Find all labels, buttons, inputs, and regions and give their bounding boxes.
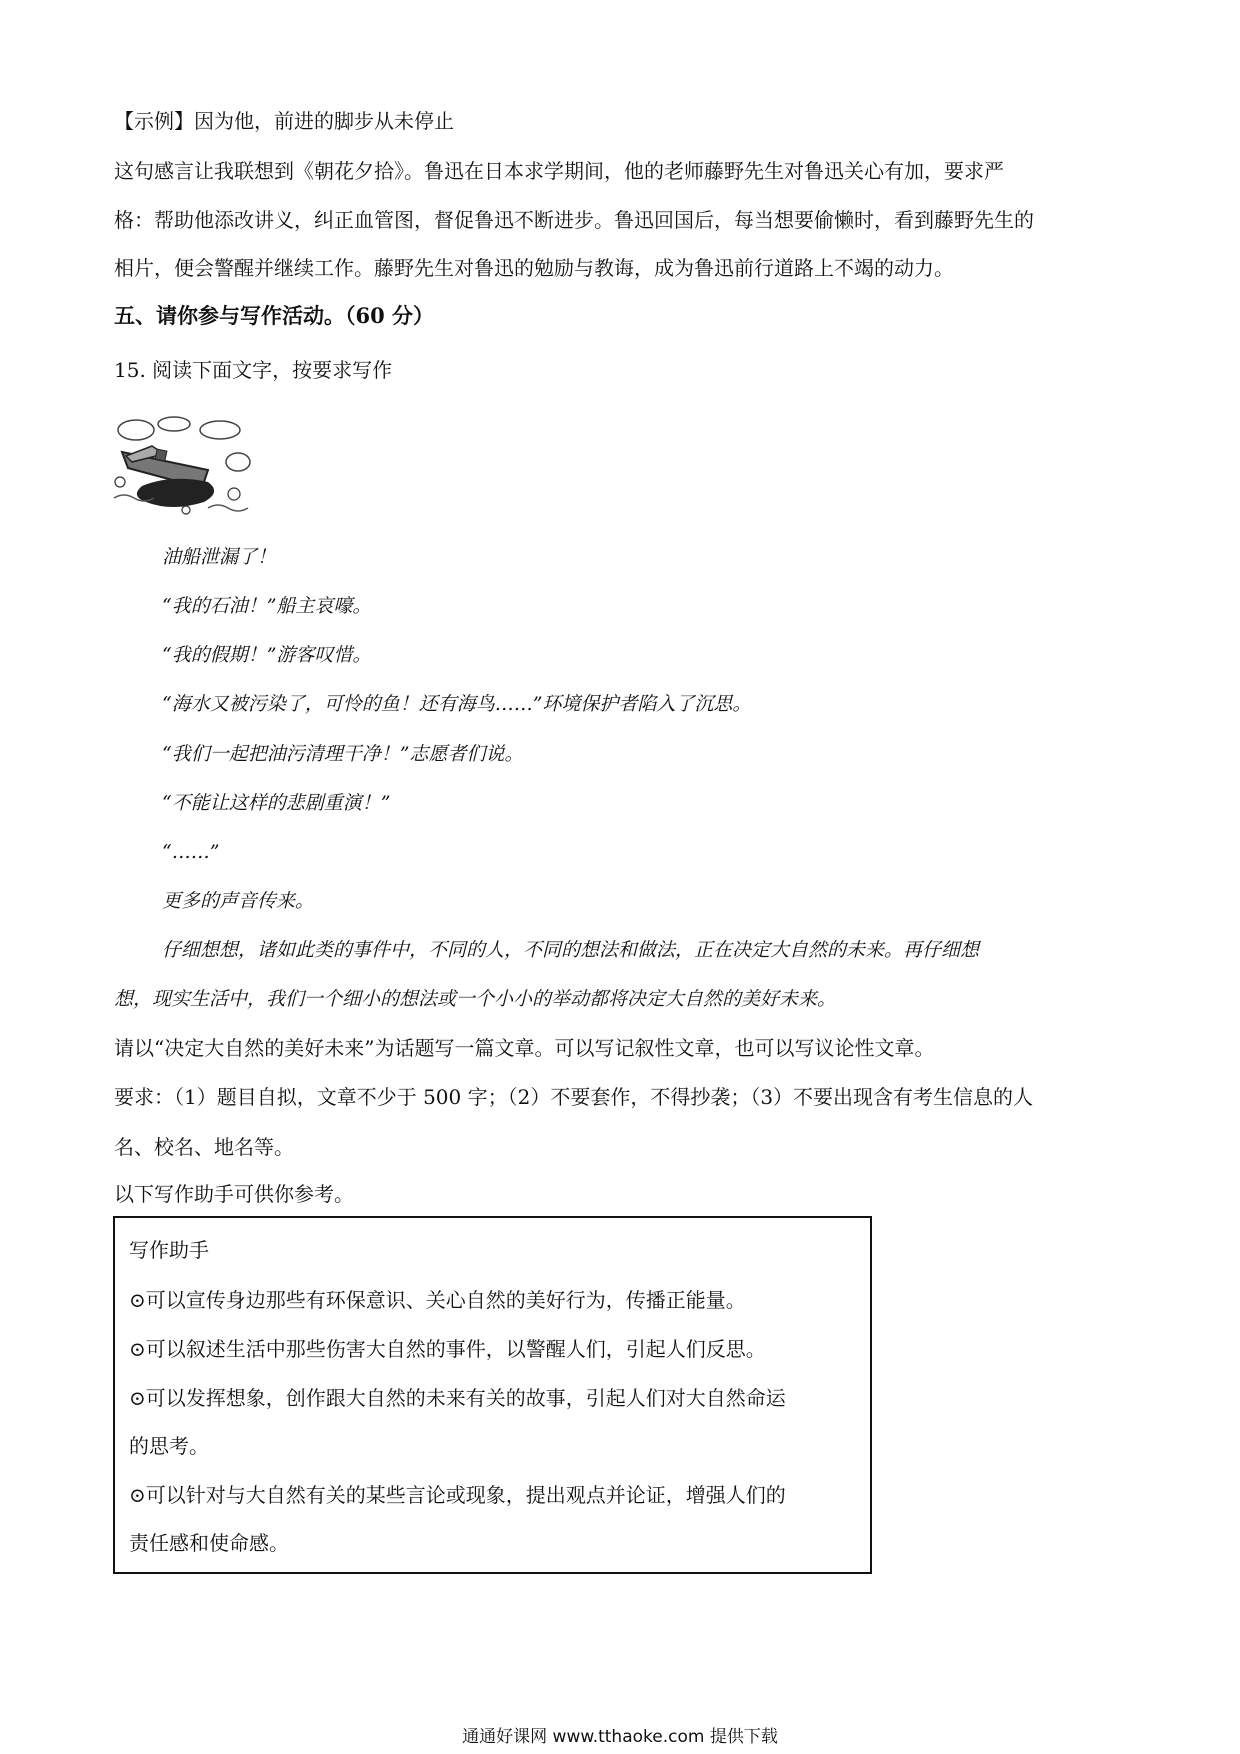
page-footer: 通通好课网 www.tthaoke.com 提供下载 bbox=[462, 1727, 778, 1747]
helper-line-4: 的思考。 bbox=[129, 1434, 209, 1458]
material-line-10: 想，现实生活中，我们一个细小的想法或一个小小的举动都将决定大自然的美好未来。 bbox=[114, 988, 837, 1010]
helper-line-6: 责任感和使命感。 bbox=[129, 1531, 289, 1555]
material-line-9: 仔细想想，诸如此类的事件中，不同的人，不同的想法和做法，正在决定大自然的未来。再仔细想 bbox=[162, 939, 980, 961]
helper-title: 写作助手 bbox=[129, 1238, 209, 1262]
example-text-line-1: 这句感言让我联想到《朝花夕拾》。鲁迅在日本求学期间，他的老师藤野先生对鲁迅关心有加，要求严 bbox=[114, 159, 1004, 183]
example-text-line-2: 格：帮助他添改讲义，纠正血管图，督促鲁迅不断进步。鲁迅回国后，每当想要偷懒时，看到藤野先生的 bbox=[114, 208, 1034, 232]
material-line-4: “海水又被污染了，可怜的鱼！还有海鸟……”环境保护者陷入了沉思。 bbox=[162, 693, 752, 715]
oil-tanker-cartoon bbox=[112, 416, 252, 516]
instruction-line-1: 请以“决定大自然的美好未来”为话题写一篇文章。可以写记叙性文章，也可以写议论性文章。 bbox=[114, 1036, 935, 1060]
material-line-1: 油船泄漏了！ bbox=[162, 546, 277, 568]
material-line-6: “不能让这样的悲剧重演！” bbox=[162, 792, 391, 814]
material-line-8: 更多的声音传来。 bbox=[162, 890, 315, 912]
section-heading: 五、请你参与写作活动。（60 分） bbox=[114, 303, 435, 328]
helper-line-2: ⊙可以叙述生活中那些伤害大自然的事件，以警醒人们，引起人们反思。 bbox=[129, 1337, 766, 1361]
material-line-2: “我的石油！”船主哀嚎。 bbox=[162, 595, 372, 617]
example-label: 【示例】因为他，前进的脚步从未停止 bbox=[114, 109, 454, 133]
helper-line-3: ⊙可以发挥想象，创作跟大自然的未来有关的故事，引起人们对大自然命运 bbox=[129, 1386, 786, 1410]
helper-line-5: ⊙可以针对与大自然有关的某些言论或现象，提出观点并论证，增强人们的 bbox=[129, 1483, 786, 1507]
material-line-3: “我的假期！”游客叹惜。 bbox=[162, 644, 372, 666]
example-text-line-3: 相片，便会警醒并继续工作。藤野先生对鲁迅的勉励与教诲，成为鲁迅前行道路上不竭的动力。 bbox=[114, 256, 954, 280]
material-line-7: “……” bbox=[162, 841, 220, 863]
material-line-5: “我们一起把油污清理干净！”志愿者们说。 bbox=[162, 743, 524, 765]
instruction-line-3: 名、校名、地名等。 bbox=[114, 1135, 294, 1159]
instruction-line-4: 以下写作助手可供你参考。 bbox=[114, 1182, 354, 1206]
writing-helper-box bbox=[113, 1216, 872, 1574]
helper-line-1: ⊙可以宣传身边那些有环保意识、关心自然的美好行为，传播正能量。 bbox=[129, 1288, 746, 1312]
instruction-line-2: 要求：（1）题目自拟，文章不少于 500 字；（2）不要套作，不得抄袭；（3）不要出现含有考生信息的人 bbox=[114, 1085, 1034, 1109]
question-prompt: 15. 阅读下面文字，按要求写作 bbox=[114, 358, 393, 382]
